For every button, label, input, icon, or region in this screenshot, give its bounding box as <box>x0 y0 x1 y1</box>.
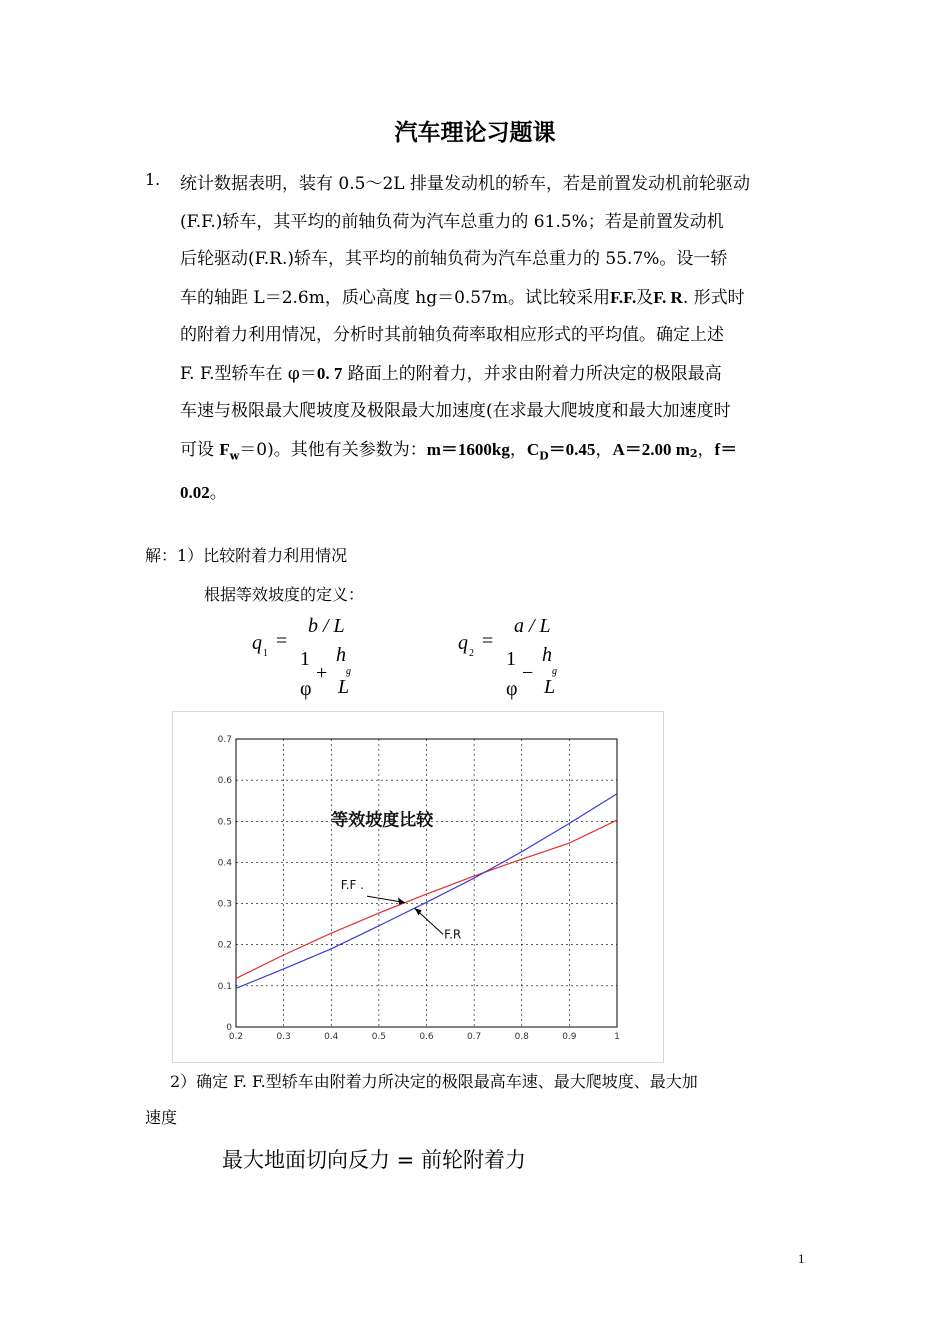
y-tick-label: 0.3 <box>217 899 232 910</box>
y-tick-label: 0.2 <box>217 940 232 951</box>
page-number: 1 <box>798 1251 805 1266</box>
formula-lhs-sub: 2 <box>469 648 474 659</box>
question-line: 后轮驱动(F.R.)轿车，其平均的前轴负荷为汽车总重力的 55.7%。设一轿 <box>180 249 728 269</box>
x-tick-label: 0.3 <box>276 1032 291 1042</box>
solution-part2: 2）确定 F. F.型轿车由附着力所决定的极限最高车速、最大爬坡度、最大加 <box>170 1072 698 1091</box>
formula-op: + <box>316 662 328 684</box>
formula-h-sub: g <box>346 666 351 677</box>
question-text: 路面上的附着力，并求由附着力所决定的极限最高 <box>342 363 722 384</box>
formula-L: L <box>544 676 556 698</box>
formula-h-sub: g <box>552 666 557 677</box>
formula-lhs-sub: 1 <box>263 648 268 659</box>
f-value: f＝ <box>714 439 738 459</box>
y-tick-label: 0.6 <box>217 776 232 787</box>
solution-part1-sub: 根据等效坡度的定义： <box>204 585 365 604</box>
area-value: A＝2.00 m <box>612 439 690 459</box>
formula-equals: = <box>482 630 494 652</box>
x-tick-label: 0.2 <box>228 1032 244 1042</box>
formula-h: h <box>336 644 346 666</box>
formula-numerator: a / L <box>514 615 551 637</box>
formula-h: h <box>542 644 552 666</box>
separator: ， <box>595 439 613 460</box>
separator: ， <box>697 439 715 460</box>
question-line <box>180 355 810 394</box>
chart-title: 等效坡度比较 <box>331 810 434 831</box>
y-tick-label: 0 <box>226 1023 232 1033</box>
question-text: 可设 <box>180 439 220 460</box>
question-line <box>180 474 810 513</box>
x-tick-label: 0.5 <box>371 1032 387 1042</box>
question-body <box>180 166 810 513</box>
solution-part2-cont: 速度 <box>145 1108 178 1127</box>
formula-q2 <box>458 615 578 702</box>
y-tick-label: 0.5 <box>217 817 232 828</box>
formula-one: 1 <box>300 648 310 670</box>
annotation-fr: F.R <box>444 927 462 942</box>
x-tick-label: 0.8 <box>514 1032 529 1042</box>
formula-phi: φ <box>300 678 312 700</box>
formula-L: L <box>338 676 350 698</box>
key-statement: 最大地面切向反力 = 前轮附着力 <box>222 1148 526 1172</box>
question-line: 车速与极限最大爬坡度及极限最大加速度(在求最大爬坡度和最大加速度时 <box>180 401 731 421</box>
plot-area <box>236 739 617 1027</box>
cd-value: ＝0.45 <box>548 439 596 459</box>
equivalent-slope-chart <box>173 712 663 1062</box>
area-exponent: 2 <box>689 446 698 460</box>
x-tick-label: 1 <box>614 1032 620 1042</box>
annotation-ff: F.F . <box>340 878 365 893</box>
mass-value: m＝1600kg <box>426 439 510 459</box>
x-tick-label: 0.7 <box>466 1032 482 1042</box>
f-value-cont: 0.02 <box>180 483 210 503</box>
y-tick-label: 0.4 <box>217 858 232 869</box>
fr-bold: F. R <box>653 287 683 307</box>
question-text: 及 <box>636 287 654 308</box>
formula-numerator: b / L <box>308 615 345 637</box>
question-text: ＝0)。其他有关参数为： <box>239 439 427 460</box>
question-text: F. F.型轿车在 φ＝ <box>180 363 317 384</box>
cd-symbol: C <box>526 439 540 459</box>
formula-q1 <box>252 615 372 702</box>
y-tick-label: 0.1 <box>217 981 232 992</box>
fw-subscript: w <box>229 448 240 462</box>
x-tick-label: 0.4 <box>324 1032 339 1042</box>
question-text: . 形式时 <box>682 287 745 308</box>
question-line <box>180 279 810 318</box>
question-text: 。 <box>209 483 227 504</box>
y-tick-label: 0.7 <box>217 735 232 745</box>
formula-op: − <box>522 662 534 684</box>
formula-lhs: q <box>252 632 262 654</box>
phi-value: 0. 7 <box>316 363 343 383</box>
x-tick-label: 0.9 <box>562 1032 577 1042</box>
cd-subscript: D <box>539 448 549 462</box>
question-number: 1. <box>145 170 161 189</box>
formula-phi: φ <box>506 678 518 700</box>
formula-equals: = <box>276 630 288 652</box>
question-text: 车的轴距 L＝2.6m，质心高度 hg＝0.57m。试比较采用 <box>180 287 611 308</box>
fw-symbol: F <box>219 439 230 459</box>
chart-container <box>172 711 664 1063</box>
formula-one: 1 <box>506 648 516 670</box>
solution-part1: 解：1）比较附着力利用情况 <box>145 546 348 565</box>
separator: ， <box>509 439 527 460</box>
x-tick-label: 0.6 <box>419 1032 434 1042</box>
question-line: 的附着力利用情况，分析时其前轴负荷率取相应形式的平均值。确定上述 <box>180 325 724 345</box>
ff-bold: F.F. <box>610 287 637 307</box>
question-line <box>180 431 810 475</box>
question-line: (F.F.)轿车，其平均的前轴负荷为汽车总重力的 61.5%；若是前置发动机 <box>180 211 724 232</box>
formula-lhs: q <box>458 632 468 654</box>
question-line: 统计数据表明，装有 0.5～2L 排量发动机的轿车，若是前置发动机前轮驱动 <box>180 174 750 194</box>
page-title: 汽车理论习题课 <box>394 120 556 146</box>
